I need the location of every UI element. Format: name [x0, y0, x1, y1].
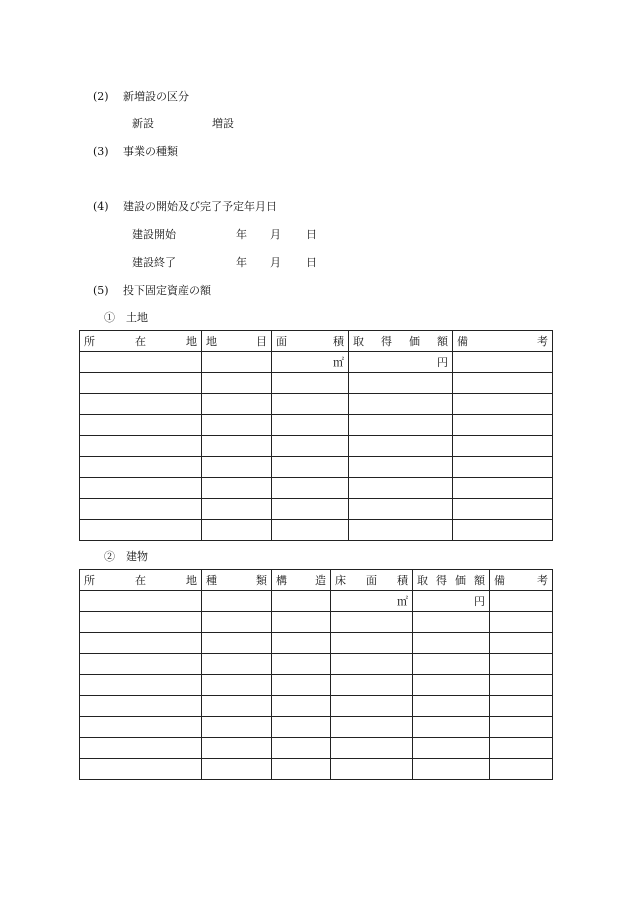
building-header-text: 種 類	[206, 574, 267, 587]
building-cell[interactable]	[202, 738, 272, 759]
land-header-cell	[202, 331, 272, 352]
building-cell[interactable]	[331, 717, 413, 738]
building-cell[interactable]	[80, 591, 202, 612]
land-cell[interactable]	[80, 394, 202, 415]
building-cell[interactable]	[413, 654, 490, 675]
building-header-text: 構 造	[276, 574, 326, 587]
building-cell[interactable]	[331, 759, 413, 780]
land-cell[interactable]	[453, 457, 553, 478]
start-year: 年	[236, 228, 247, 241]
building-row	[80, 738, 553, 759]
building-cell[interactable]	[80, 675, 202, 696]
land-cell[interactable]	[272, 436, 349, 457]
land-cell[interactable]	[202, 457, 272, 478]
building-header-text: 取 得 価 額	[417, 574, 485, 587]
building-cell[interactable]	[413, 591, 490, 612]
building-header-cell	[413, 570, 490, 591]
land-header-cell	[80, 331, 202, 352]
land-cell[interactable]	[349, 394, 453, 415]
building-header-cell	[490, 570, 553, 591]
land-header-cell	[453, 331, 553, 352]
land-header-text: 備 考	[457, 335, 548, 348]
building-unit-label: 円	[474, 595, 485, 608]
building-header-cell	[80, 570, 202, 591]
land-cell[interactable]	[202, 478, 272, 499]
land-cell[interactable]	[80, 373, 202, 394]
land-cell[interactable]	[80, 436, 202, 457]
land-row	[80, 457, 553, 478]
land-cell[interactable]	[272, 352, 349, 373]
building-cell[interactable]	[331, 738, 413, 759]
building-header-text: 所 在 地	[84, 574, 197, 587]
building-header-cell	[331, 570, 413, 591]
building-cell[interactable]	[490, 759, 553, 780]
land-label: ① 土地	[104, 311, 148, 324]
building-cell[interactable]	[272, 633, 331, 654]
building-label: ② 建物	[104, 550, 148, 563]
land-cell[interactable]	[349, 499, 453, 520]
building-row	[80, 675, 553, 696]
building-cell[interactable]	[272, 759, 331, 780]
building-row	[80, 759, 553, 780]
land-cell[interactable]	[453, 520, 553, 541]
building-cell[interactable]	[490, 738, 553, 759]
building-table	[79, 569, 553, 780]
building-cell[interactable]	[80, 759, 202, 780]
building-cell[interactable]	[331, 654, 413, 675]
building-cell[interactable]	[413, 738, 490, 759]
land-cell[interactable]	[272, 478, 349, 499]
land-row	[80, 394, 553, 415]
land-unit-label: 円	[437, 356, 448, 369]
land-cell[interactable]	[80, 457, 202, 478]
land-cell[interactable]	[453, 499, 553, 520]
building-cell[interactable]	[202, 633, 272, 654]
section2-number: (2)	[93, 90, 109, 103]
building-cell[interactable]	[490, 591, 553, 612]
land-cell[interactable]	[349, 520, 453, 541]
building-cell[interactable]	[80, 654, 202, 675]
section5-title: 投下固定資産の額	[123, 284, 211, 297]
building-row	[80, 717, 553, 738]
building-cell[interactable]	[490, 675, 553, 696]
land-cell[interactable]	[453, 352, 553, 373]
building-row	[80, 633, 553, 654]
building-cell[interactable]	[413, 612, 490, 633]
land-cell[interactable]	[272, 394, 349, 415]
building-cell[interactable]	[490, 696, 553, 717]
building-header-cell	[272, 570, 331, 591]
building-cell[interactable]	[413, 717, 490, 738]
building-cell[interactable]	[413, 759, 490, 780]
land-cell[interactable]	[202, 499, 272, 520]
section3-title: 事業の種類	[123, 145, 178, 158]
building-header-text: 床 面 積	[335, 574, 408, 587]
land-cell[interactable]	[349, 373, 453, 394]
building-cell[interactable]	[80, 696, 202, 717]
building-cell[interactable]	[490, 654, 553, 675]
building-cell[interactable]	[331, 591, 413, 612]
building-cell[interactable]	[80, 717, 202, 738]
land-cell[interactable]	[80, 478, 202, 499]
land-row	[80, 373, 553, 394]
land-unit-row	[80, 352, 553, 373]
land-unit-label: ㎡	[333, 356, 344, 369]
section4-number: (4)	[93, 200, 109, 213]
land-cell[interactable]	[272, 373, 349, 394]
building-cell[interactable]	[202, 759, 272, 780]
construction-start-label: 建設開始	[132, 228, 176, 241]
land-row	[80, 415, 553, 436]
section4-heading	[93, 198, 277, 214]
building-cell[interactable]	[490, 612, 553, 633]
building-cell[interactable]	[272, 738, 331, 759]
building-cell[interactable]	[331, 696, 413, 717]
land-header-text: 面 積	[276, 335, 344, 348]
land-header-text: 地 目	[206, 335, 267, 348]
land-cell[interactable]	[80, 352, 202, 373]
land-header-text: 取 得 価 額	[353, 335, 448, 348]
land-cell[interactable]	[80, 499, 202, 520]
building-cell[interactable]	[202, 654, 272, 675]
land-cell[interactable]	[349, 478, 453, 499]
land-cell[interactable]	[202, 352, 272, 373]
land-table	[79, 330, 553, 541]
building-cell[interactable]	[80, 738, 202, 759]
building-cell[interactable]	[413, 633, 490, 654]
building-cell[interactable]	[413, 696, 490, 717]
land-cell[interactable]	[202, 394, 272, 415]
land-cell[interactable]	[80, 520, 202, 541]
section3-number: (3)	[93, 145, 109, 158]
land-header-text: 所 在 地	[84, 335, 197, 348]
building-row	[80, 696, 553, 717]
section5-heading	[93, 282, 211, 298]
building-cell[interactable]	[202, 591, 272, 612]
building-header-row	[80, 570, 553, 591]
building-cell[interactable]	[272, 591, 331, 612]
building-cell[interactable]	[272, 654, 331, 675]
land-row	[80, 499, 553, 520]
building-cell[interactable]	[202, 717, 272, 738]
building-row	[80, 654, 553, 675]
building-cell[interactable]	[202, 675, 272, 696]
land-header-row	[80, 331, 553, 352]
building-cell[interactable]	[272, 696, 331, 717]
land-cell[interactable]	[453, 415, 553, 436]
land-cell[interactable]	[272, 499, 349, 520]
option-expansion: 増設	[212, 117, 234, 130]
building-header-text: 備 考	[494, 574, 548, 587]
building-unit-row	[80, 591, 553, 612]
building-cell[interactable]	[331, 612, 413, 633]
land-cell[interactable]	[272, 520, 349, 541]
land-cell[interactable]	[202, 373, 272, 394]
building-cell[interactable]	[272, 612, 331, 633]
land-cell[interactable]	[202, 415, 272, 436]
land-row	[80, 436, 553, 457]
option-new: 新設	[132, 117, 154, 130]
section3-heading	[93, 143, 178, 159]
building-cell[interactable]	[331, 633, 413, 654]
building-row	[80, 612, 553, 633]
land-header-cell	[349, 331, 453, 352]
land-cell[interactable]	[202, 520, 272, 541]
section2-title: 新増設の区分	[123, 90, 189, 103]
building-cell[interactable]	[413, 675, 490, 696]
section5-number: (5)	[93, 284, 109, 297]
building-cell[interactable]	[490, 633, 553, 654]
land-cell[interactable]	[349, 352, 453, 373]
section2-heading	[93, 88, 189, 104]
building-cell[interactable]	[80, 612, 202, 633]
building-cell[interactable]	[202, 612, 272, 633]
land-cell[interactable]	[349, 436, 453, 457]
land-cell[interactable]	[453, 436, 553, 457]
land-cell[interactable]	[349, 415, 453, 436]
land-cell[interactable]	[272, 457, 349, 478]
section4-title: 建設の開始及び完了予定年月日	[123, 200, 277, 213]
start-day: 日	[306, 228, 317, 241]
building-cell[interactable]	[80, 633, 202, 654]
building-cell[interactable]	[490, 717, 553, 738]
building-cell[interactable]	[272, 717, 331, 738]
building-header-cell	[202, 570, 272, 591]
land-cell[interactable]	[80, 415, 202, 436]
building-cell[interactable]	[272, 675, 331, 696]
building-unit-label: ㎡	[397, 595, 408, 608]
construction-end-label: 建設終了	[132, 256, 176, 269]
land-cell[interactable]	[202, 436, 272, 457]
land-header-cell	[272, 331, 349, 352]
land-row	[80, 520, 553, 541]
end-month: 月	[270, 256, 281, 269]
start-month: 月	[270, 228, 281, 241]
land-cell[interactable]	[453, 478, 553, 499]
end-day: 日	[306, 256, 317, 269]
land-cell[interactable]	[272, 415, 349, 436]
land-cell[interactable]	[453, 373, 553, 394]
building-cell[interactable]	[202, 696, 272, 717]
building-cell[interactable]	[331, 675, 413, 696]
land-cell[interactable]	[349, 457, 453, 478]
end-year: 年	[236, 256, 247, 269]
land-cell[interactable]	[453, 394, 553, 415]
land-row	[80, 478, 553, 499]
